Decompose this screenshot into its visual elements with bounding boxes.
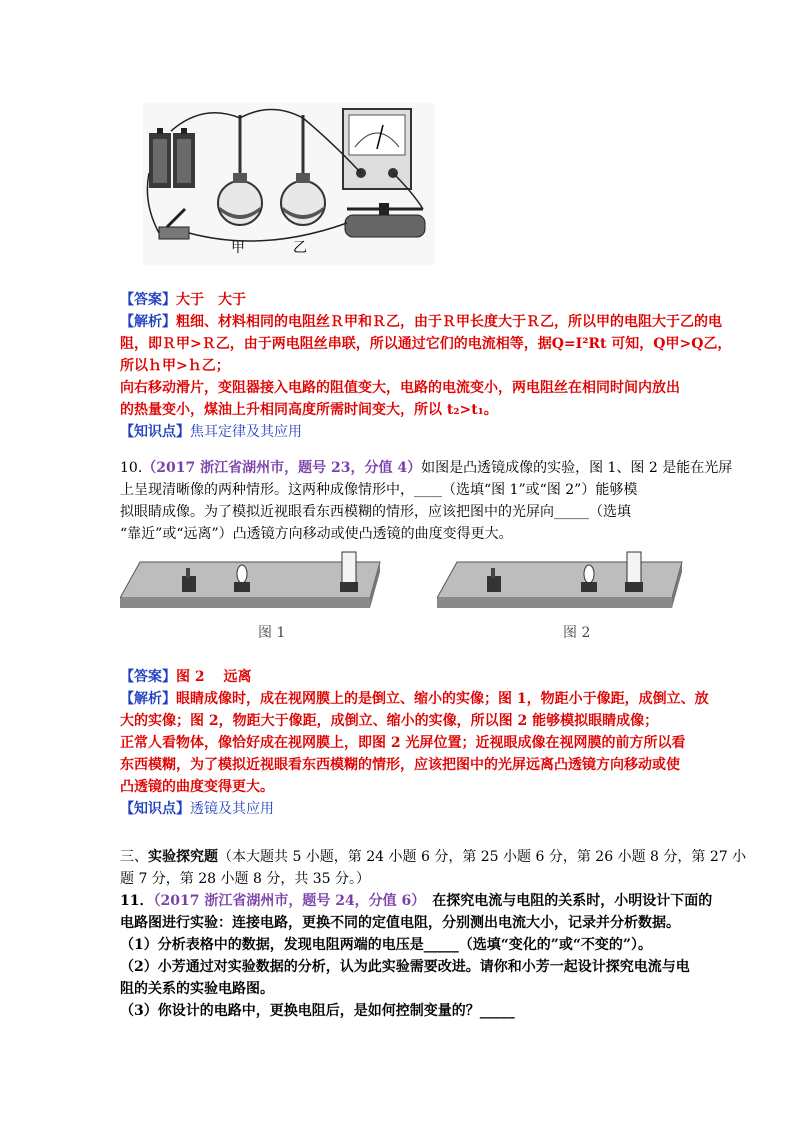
knowledge-tag: 【知识点】 (120, 424, 190, 440)
q10-answer: 图 2 远离 (176, 669, 252, 685)
q10-figure-1 (120, 548, 392, 643)
q11-subq-3: （3）你设计的电路中，更换电阻后，是如何控制变量的？_____ (120, 1003, 515, 1019)
analysis-tag: 【解析】 (120, 314, 176, 330)
q10-stem-line-2: 上呈现清晰像的两种情形。这两种成像情形中，____（选填“图 1”或“图 2”）能够模 (120, 482, 638, 498)
q10-analysis-text-1: 眼睛成像时，成在视网膜上的是倒立、缩小的实像；图 1，物距小于像距，成倒立、放 (176, 691, 709, 707)
section-3-prefix: 三、 (120, 849, 148, 865)
q10-analysis-line-1 (120, 689, 709, 709)
q10-figure-2 (437, 548, 687, 643)
q10-stem-line-3: 拟眼睛成像。为了模拟近视眼看东西模糊的情形，应该把图中的光屏向_____（选填 (120, 504, 631, 520)
q11-stem-text-1: 在探究电流与电阻的关系时，小明设计下面的 (418, 893, 713, 909)
flask-label-yi: 乙 (293, 240, 307, 256)
optical-bench-1-drawing (120, 548, 392, 620)
flask-label-jia: 甲 (231, 240, 245, 256)
optical-bench-2-drawing (437, 548, 687, 620)
figure-2-label: 图 2 (563, 625, 591, 641)
q9-analysis-line-1 (120, 312, 722, 332)
answer-tag: 【答案】 (120, 292, 176, 308)
q10-analysis-line-4: 东西模糊，为了模拟近视眼看东西模糊的情形，应该把图中的光屏远离凸透镜方向移动或使 (120, 757, 680, 773)
section-3-desc-2: 题 7 分，第 28 小题 8 分，共 35 分。） (120, 871, 371, 887)
analysis-tag: 【解析】 (120, 691, 176, 707)
q10-stem-line-1 (120, 458, 732, 478)
q11-stem-line-2: 电路图进行实验：连接电路，更换不同的定值电阻，分别测出电流大小，记录并分析数据。 (120, 915, 680, 931)
rheostat-icon (345, 203, 425, 237)
q11-subq-2: （2）小芳通过对实验数据的分析，认为此实验需要改进。请你和小芳一起设计探究电流与电 (120, 959, 690, 975)
q9-analysis-text-1: 粗细、材料相同的电阻丝Ｒ甲和Ｒ乙，由于Ｒ甲长度大于Ｒ乙，所以甲的电阻大于乙的电 (176, 314, 722, 330)
q10-knowledge: 透镜及其应用 (190, 801, 274, 817)
q10-analysis-line-3: 正常人看物体，像恰好成在视网膜上，即图 2 光屏位置；近视眼成像在视网膜的前方所以看 (120, 735, 686, 751)
section-3-heading (120, 847, 746, 867)
joule-apparatus-drawing (143, 103, 435, 265)
q10-analysis-line-5: 凸透镜的曲度变得更大。 (120, 779, 274, 795)
q10-source: （2017 浙江省湖州市，题号 23，分值 4） (142, 460, 422, 476)
q9-analysis-line-2: 阻，即Ｒ甲>Ｒ乙，由于两电阻丝串联，所以通过它们的电流相等，据Q=I²Rt 可知，Q甲>Q乙， (120, 336, 732, 352)
q10-number: 10. (120, 460, 143, 476)
q9-analysis-line-5: 的热量变小，煤油上升相同高度所需时间变大，所以 t₂>t₁。 (120, 402, 498, 418)
answer-tag: 【答案】 (120, 669, 176, 685)
q9-knowledge-line (120, 422, 302, 442)
q11-subq-1: （1）分析表格中的数据，发现电阻两端的电压是_____（选填“变化的”或“不变的”）。 (120, 937, 652, 953)
q10-stem-text-1: 如图是凸透镜成像的实验，图 1、图 2 是能在光屏 (421, 460, 733, 476)
q10-stem-line-4: “靠近”或“远离”）凸透镜方向移动或使凸透镜的曲度变得更大。 (120, 526, 513, 542)
figure-1-label: 图 1 (258, 625, 286, 641)
ammeter-icon (343, 109, 411, 189)
q11-stem-line-1 (120, 891, 712, 911)
q10-answer-line (120, 667, 252, 687)
q9-analysis-line-3: 所以ｈ甲>ｈ乙； (120, 358, 230, 374)
section-3-title: 实验探究题 (148, 849, 218, 865)
knowledge-tag: 【知识点】 (120, 801, 190, 817)
q9-knowledge: 焦耳定律及其应用 (190, 424, 302, 440)
q11-subq-2-cont: 阻的关系的实验电路图。 (120, 981, 274, 997)
q10-knowledge-line (120, 799, 274, 819)
section-3-desc-1: （本大题共 5 小题，第 24 小题 6 分，第 25 小题 6 分，第 26 小题 8 分，第 27 小 (218, 849, 747, 865)
q9-answer: 大于 大于 (176, 292, 246, 308)
q9-analysis-line-4: 向右移动滑片，变阻器接入电路的阻值变大，电路的电流变小，两电阻丝在相同时间内放出 (120, 380, 680, 396)
q11-number: 11． (120, 893, 154, 909)
q10-analysis-line-2: 大的实像；图 2，物距大于像距，成倒立、缩小的实像，所以图 2 能够模拟眼睛成像； (120, 713, 659, 729)
q11-source: （2017 浙江省湖州市，题号 24，分值 6） (153, 893, 419, 909)
joule-experiment-figure (143, 103, 435, 265)
q9-answer-line (120, 290, 246, 310)
